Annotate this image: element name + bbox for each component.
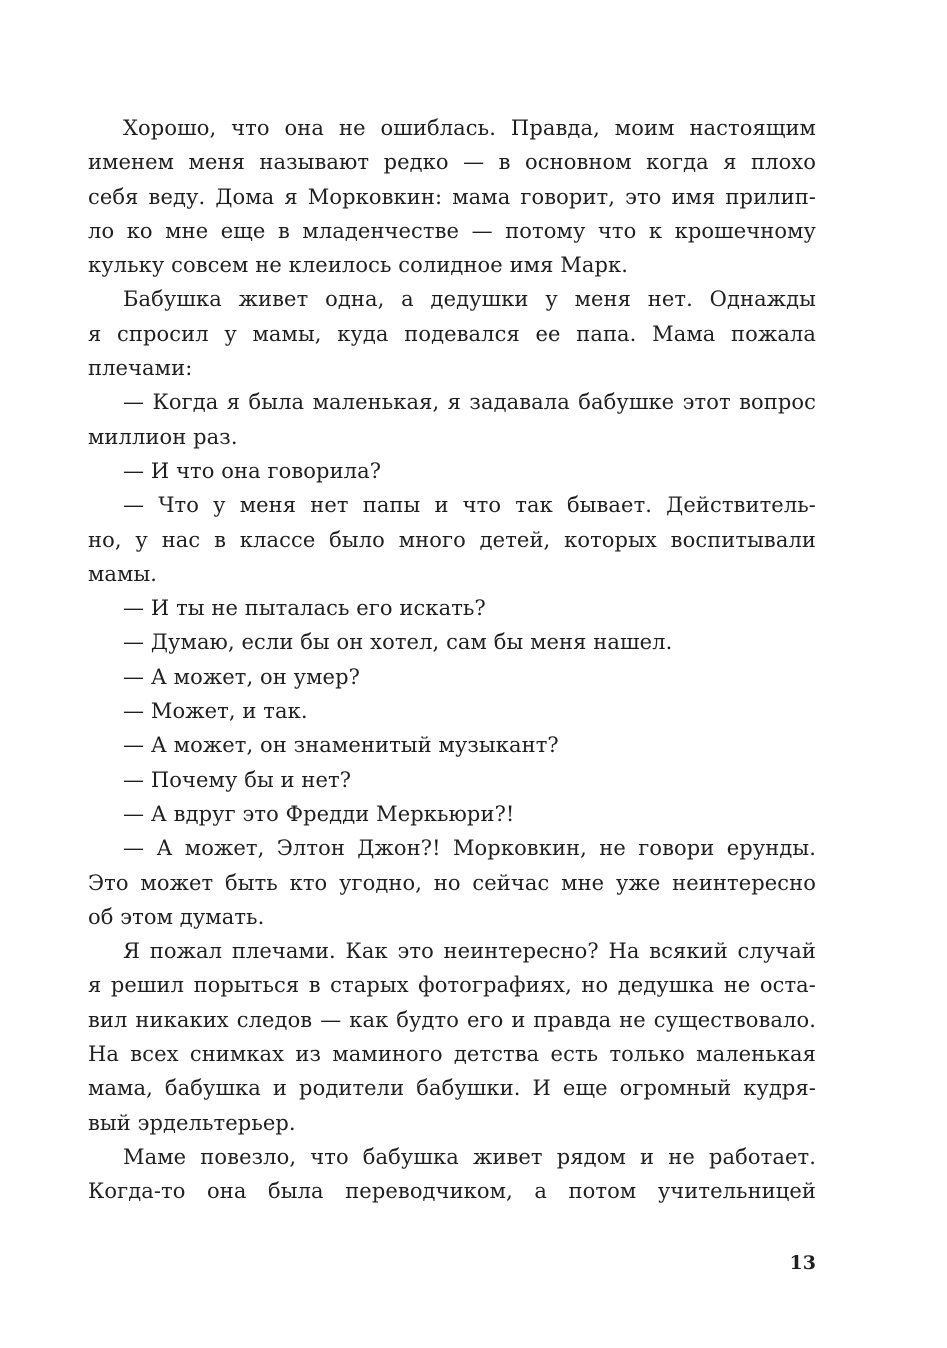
text-line: Маме повезло, что бабушка живет рядом и не работает. — [123, 1144, 816, 1169]
text-line: Бабушка живет одна, а дедушки у меня нет. Однажды — [123, 287, 816, 312]
text-line: — И ты не пыталась его искать? — [123, 596, 486, 621]
text-line: но, у нас в классе было много детей, которых воспитывали — [88, 527, 816, 552]
text-line: вил никаких следов — как будто его и правда не существовало. — [88, 1007, 816, 1032]
text-line: — А вдруг это Фредди Меркьюри?! — [123, 801, 515, 826]
text-line: плечами: — [88, 356, 193, 381]
text-line: вый эрдельтерьер. — [88, 1110, 296, 1135]
text-line: мамы. — [88, 561, 158, 586]
dialogue-paragraph — [88, 625, 816, 659]
text-line: об этом думать. — [88, 904, 265, 929]
dialogue-paragraph — [88, 454, 816, 488]
text-line: — А может, Элтон Джон?! Морковкин, не говори ерунды. — [123, 836, 816, 861]
dialogue-paragraph — [88, 385, 816, 454]
text-line: На всех снимках из маминого детства есть только маленькая — [88, 1042, 816, 1067]
text-line: — И что она говорила? — [123, 458, 382, 483]
dialogue-paragraph — [88, 797, 816, 831]
text-line: Когда-то она была переводчиком, а потом учительницей — [88, 1179, 816, 1204]
dialogue-paragraph — [88, 831, 816, 934]
dialogue-paragraph — [88, 694, 816, 728]
paragraph — [88, 1140, 816, 1209]
dialogue-paragraph — [88, 728, 816, 762]
text-line: Я пожал плечами. Как это неинтересно? На всякий случай — [123, 939, 816, 964]
text-line: я решил порыться в старых фотографиях, но дедушка не оста- — [88, 973, 816, 998]
text-line: миллион раз. — [88, 424, 238, 449]
text-line: я спросил у мамы, куда подевался ее папа. Мама пожала — [88, 321, 816, 346]
dialogue-paragraph — [88, 763, 816, 797]
text-line: мама, бабушка и родители бабушки. И еще огромный кудря- — [88, 1076, 816, 1101]
text-line: — Думаю, если бы он хотел, сам бы меня нашел. — [123, 630, 673, 655]
text-line: — Когда я была маленькая, я задавала бабушке этот вопрос — [123, 390, 816, 415]
text-line: — А может, он умер? — [123, 664, 360, 689]
text-line: — А может, он знаменитый музыкант? — [123, 733, 559, 758]
dialogue-paragraph — [88, 488, 816, 591]
text-line: себя веду. Дома я Морковкин: мама говорит, это имя прилип- — [88, 184, 816, 209]
page-number: 13 — [789, 1252, 816, 1274]
text-line: — Почему бы и нет? — [123, 767, 352, 792]
dialogue-paragraph — [88, 591, 816, 625]
paragraph — [88, 934, 816, 1140]
text-line: именем меня называют редко — в основном когда я плохо — [88, 150, 816, 175]
text-line: Хорошо, что она не ошиблась. Правда, моим настоящим — [123, 116, 816, 140]
text-line: — Может, и так. — [123, 699, 308, 724]
text-line: ло ко мне еще в младенчестве — потому что к крошечному — [88, 218, 816, 243]
dialogue-paragraph — [88, 660, 816, 694]
paragraph — [88, 282, 816, 385]
text-line: Это может быть кто угодно, но сейчас мне уже неинтересно — [88, 870, 816, 895]
book-page-text — [88, 111, 816, 1209]
text-line: кульку совсем не клеилось солидное имя Марк. — [88, 253, 629, 278]
paragraph — [88, 111, 816, 282]
text-line: — Что у меня нет папы и что так бывает. Действитель- — [123, 493, 816, 518]
